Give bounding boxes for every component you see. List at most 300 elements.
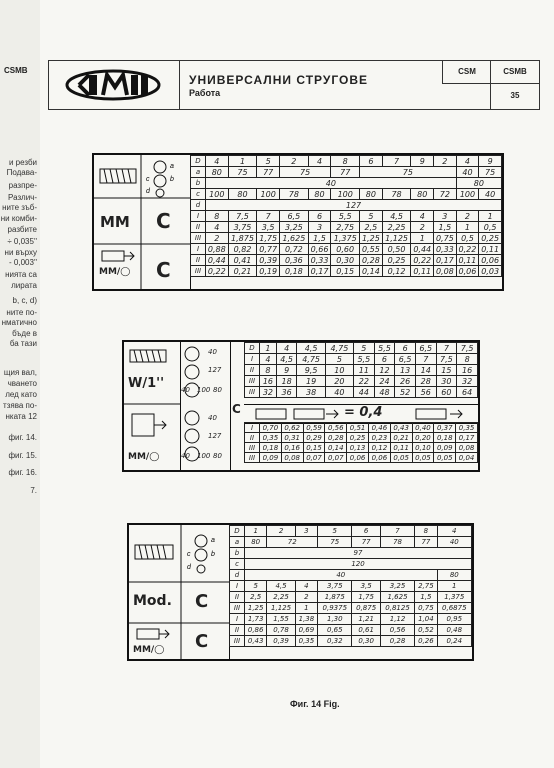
header-code-csmb: CSMB [490,61,539,84]
block2-pictograms [124,342,180,470]
table-cell: 28 [415,376,436,387]
table-cell: 1 [479,211,502,222]
gear-tooth-count: 127 [208,366,222,374]
row-label: I [191,211,206,222]
table-cell: 7,5 [228,211,257,222]
svg-text:c: c [187,551,191,558]
table-cell: 1,125 [267,603,295,614]
table-cell: 0,17 [456,433,478,443]
table-cell: 2 [411,222,434,233]
table-cell: 0,35 [456,423,478,433]
table-cell: 4,5 [297,343,325,354]
table-cell: 1,38 [295,614,317,625]
table-row [191,178,502,189]
row-label: D [245,343,260,354]
table-cell: 0,05 [390,453,412,463]
table-cell: 5,5 [354,354,375,365]
table-cell: 1,125 [382,233,411,244]
table-cell: 100 [331,189,360,200]
table-cell: 0,05 [412,453,434,463]
table-cell: 1,875 [318,592,352,603]
table-cell: 0,15 [331,266,360,277]
left-page-fragment: ÷ 0,035'' [7,237,37,246]
block2-gear-values [180,342,230,470]
table-cell: 48 [374,387,395,398]
left-page-fragment: разбите [7,225,37,234]
svg-text:a: a [211,537,215,544]
table-cell: 0,17 [308,266,331,277]
block2-feed-formula-row [244,404,478,424]
table-cell: 0,60 [331,244,360,255]
table-cell: 0,875 [352,603,380,614]
table-cell: 0,09 [434,443,456,453]
table-cell: 0,04 [456,453,478,463]
table-cell: 0,12 [368,443,390,453]
left-page-fragment: фиг. 14. [8,433,37,442]
table-cell: 0,18 [279,266,308,277]
table-cell: 5 [257,156,280,167]
table-cell: 30 [436,376,457,387]
table-cell: 0,08 [456,443,478,453]
table-cell: 2,5 [245,592,267,603]
table-cell: 0,55 [360,244,383,255]
table-cell: 1,73 [245,614,267,625]
table-cell: 0,78 [267,625,295,636]
row-label: III [245,387,260,398]
table-cell: 0,40 [412,423,434,433]
table-cell: 0,70 [260,423,282,433]
row-label: d [230,570,245,581]
row-label: I [230,614,245,625]
table-cell: 0,29 [303,433,325,443]
thread-table-module [127,523,474,661]
table-cell: 0,13 [347,443,369,453]
table-cell: 9 [479,156,502,167]
table-cell: 3,5 [257,222,280,233]
left-page-fragment: и резби [8,158,37,167]
table-cell: 0,22 [456,244,479,255]
left-page-fragment: ба тази [9,339,37,348]
table-cell: 1 [437,581,471,592]
table-cell: 0,28 [380,636,414,647]
table-cell: 0,19 [257,266,280,277]
table-cell: 3,5 [352,581,380,592]
row-label: II [230,592,245,603]
table-cell: 5 [325,354,353,365]
left-page-fragment: Подава- [6,168,37,177]
table-row [191,233,502,244]
table-cell: 0,06 [456,266,479,277]
table-cell: 5 [354,343,375,354]
row-label: III [191,233,206,244]
table-cell: 75 [279,167,330,178]
row-label: II [245,365,260,376]
table-cell: 2,75 [331,222,360,233]
gear-train-icon [146,161,174,197]
feed-icon [102,251,134,261]
table-cell: 24 [374,376,395,387]
table-cell: 75 [360,167,457,178]
block3-values-table [229,525,472,647]
table-cell: 6,5 [395,354,416,365]
table-cell: 4 [276,343,297,354]
table-cell: 12 [374,365,395,376]
left-page-fragment: 7. [30,486,37,495]
feed-shaft-icon-right [414,405,474,423]
table-cell: 7 [257,211,280,222]
table-cell: 4 [437,526,471,537]
table-row [230,570,472,581]
table-cell: 0,51 [347,423,369,433]
table-cell: 0,07 [303,453,325,463]
page-number: 35 [490,83,539,109]
table-cell: 40 [479,189,502,200]
table-cell: 0,03 [479,266,502,277]
table-cell: 4 [206,222,229,233]
table-cell: 77 [415,537,437,548]
table-cell: 4 [295,581,317,592]
table-cell: 75 [318,537,352,548]
table-cell: 80 [360,189,383,200]
table-cell: 0,10 [412,443,434,453]
table-row [191,222,502,233]
table-cell: 0,11 [479,244,502,255]
table-cell: 8 [457,354,478,365]
table-cell: 0,61 [352,625,380,636]
left-page-fragment: ни върху [4,248,37,257]
table-cell: 56 [415,387,436,398]
table-cell: 4 [206,156,229,167]
table-cell: 2 [279,156,308,167]
svg-text:b: b [170,176,174,183]
table-cell: 0,35 [295,636,317,647]
table-cell: 0,21 [390,433,412,443]
table-cell: 6,5 [415,343,436,354]
table-cell: 20 [325,376,353,387]
block3-icons [129,525,230,659]
table-cell: 100 [206,189,229,200]
table-cell: 13 [395,365,416,376]
unit-mm-per-rev: MM/◯ [99,267,131,277]
table-cell: 5 [245,581,267,592]
left-page-fragment: разпре- [8,181,37,190]
table-cell: 0,69 [295,625,317,636]
table-cell: 0,23 [368,433,390,443]
table-cell: 38 [297,387,325,398]
table-cell: 0,25 [479,233,502,244]
gear-tooth-count: 100 [197,386,211,394]
table-cell: 5 [360,211,383,222]
page-header [48,60,540,110]
table-cell: 0,11 [390,443,412,453]
table-cell: 19 [297,376,325,387]
table-cell: 0,39 [257,255,280,266]
row-label: b [191,178,206,189]
table-cell: 80 [228,189,257,200]
row-label: c [191,189,206,200]
table-cell: 0,66 [308,244,331,255]
table-cell: 2,5 [360,222,383,233]
table-cell: 0,41 [228,255,257,266]
row-label: c [230,559,245,570]
table-cell: 0,36 [279,255,308,266]
table-row [245,433,478,443]
table-cell: 0,08 [434,266,457,277]
table-cell: 0,39 [267,636,295,647]
table-cell: 32 [457,376,478,387]
table-cell: 0,20 [412,433,434,443]
table-cell: 18 [276,376,297,387]
table-cell: 0,31 [281,433,303,443]
gear-tooth-count: 80 [213,452,222,460]
table-cell: 72 [267,537,318,548]
table-cell: 77 [257,167,280,178]
block3-pictograms [129,525,229,659]
table-cell: 6 [352,526,380,537]
table-cell: 6 [395,343,416,354]
row-label: a [191,167,206,178]
table-row [191,189,502,200]
table-cell: 1,5 [415,592,437,603]
table-cell: 0,26 [415,636,437,647]
table-row [245,365,478,376]
unit-mm-per-rev: MM/◯ [133,645,165,655]
table-cell: 2 [206,233,229,244]
table-cell: 1,5 [434,222,457,233]
table-cell: 15 [436,365,457,376]
left-page-fragment: ните зъб- [2,203,37,212]
svg-text:d: d [146,188,150,195]
table-row [245,376,478,387]
table-cell: 1 [260,343,277,354]
table-row [230,537,472,548]
table-cell: 8 [206,211,229,222]
table-cell: 3,25 [380,581,414,592]
gear-tooth-count: 100 [197,452,211,460]
table-row [230,592,472,603]
screw-icon [100,169,136,183]
table-cell: 80 [411,189,434,200]
table-row [245,387,478,398]
table-cell: 7 [380,526,414,537]
table-cell: 0,32 [318,636,352,647]
table-row [191,200,502,211]
table-cell: 1 [245,526,267,537]
page-subtitle: Работа [189,88,221,98]
table-cell: 0,30 [331,255,360,266]
table-cell: 52 [395,387,416,398]
table-cell: 0,33 [434,244,457,255]
row-label: III [245,443,260,453]
table-cell: 120 [245,559,472,570]
table-cell: 3 [308,222,331,233]
feed-icon [137,629,169,639]
table-row [230,603,472,614]
table-cell: 0,50 [382,244,411,255]
table-row [230,636,472,647]
table-cell: 3 [295,526,317,537]
table-cell: 0,62 [281,423,303,433]
svg-text:d: d [187,564,191,571]
table-row [191,255,502,266]
row-label: II [230,625,245,636]
row-label: II [191,222,206,233]
gear-tooth-count: 127 [208,432,222,440]
table-row [245,423,478,433]
block2-icons [124,342,181,470]
table-cell: 0,95 [437,614,471,625]
table-row [230,559,472,570]
gear-tooth-count: 40 [181,386,190,394]
table-cell: 0,8125 [380,603,414,614]
block2-top-table [244,342,478,398]
table-cell: 75 [479,167,502,178]
table-cell: 1,04 [415,614,437,625]
left-page-fragment: тзява по- [3,401,37,410]
screw-icon [130,350,166,362]
left-page-fragment: щия вал, [3,368,37,377]
table-cell: 16 [457,365,478,376]
table-cell: 14 [415,365,436,376]
row-label: I [245,354,260,365]
table-cell: 0,17 [434,255,457,266]
table-cell: 1,875 [228,233,257,244]
table-cell: 3,25 [279,222,308,233]
table-cell: 6 [374,354,395,365]
table-cell: 0,24 [437,636,471,647]
left-page-fragment: нията са [5,270,37,279]
table-cell: 10 [325,365,353,376]
table-cell: 0,14 [325,443,347,453]
table-cell: 0,30 [352,636,380,647]
table-cell: 1,5 [308,233,331,244]
gear-train-icon [187,535,215,573]
table-cell: 0,06 [368,453,390,463]
table-cell: 60 [436,387,457,398]
row-label: I [191,244,206,255]
table-row [191,167,502,178]
gear-tooth-count: 40 [208,414,217,422]
table-cell: 1 [228,156,257,167]
table-cell: 36 [276,387,297,398]
table-cell: 0,33 [308,255,331,266]
table-cell: 0,43 [245,636,267,647]
left-page-fragment: чването [7,379,37,388]
unit-module: Mod. [133,593,172,609]
table-cell: 4 [456,156,479,167]
table-cell: 0,25 [382,255,411,266]
table-cell: 0,28 [360,255,383,266]
table-cell: 0,37 [434,423,456,433]
table-row [230,548,472,559]
table-cell: 4,75 [297,354,325,365]
table-cell: 1,25 [245,603,267,614]
unit-inch: W/1'' [128,376,165,391]
table-cell: 0,06 [347,453,369,463]
table-cell: 1,625 [380,592,414,603]
row-label: b [230,548,245,559]
table-cell: 44 [354,387,375,398]
csmb-logo-icon [49,61,179,109]
table-cell: 78 [382,189,411,200]
table-cell: 7 [415,354,436,365]
table-cell: 3 [434,211,457,222]
table-cell: 0,52 [415,625,437,636]
table-cell: 0,16 [281,443,303,453]
table-cell: 0,77 [257,244,280,255]
table-cell: 32 [260,387,277,398]
feed-icon [132,414,166,436]
row-label: III [245,453,260,463]
table-cell: 1 [456,222,479,233]
svg-text:c: c [146,176,150,183]
table-cell: 2 [456,211,479,222]
table-cell: 0,07 [325,453,347,463]
table-cell: 97 [245,548,472,559]
table-cell: 0,59 [303,423,325,433]
table-cell: 0,5 [479,222,502,233]
block3-c-label: C [195,591,209,612]
table-cell: 64 [457,387,478,398]
table-cell: 0,5 [456,233,479,244]
table-cell: 0,22 [411,255,434,266]
table-cell: 0,82 [228,244,257,255]
table-cell: 9,5 [297,365,325,376]
table-cell: 40 [456,167,479,178]
table-cell: 4,75 [325,343,353,354]
table-cell: 0,65 [318,625,352,636]
table-cell: 0,9375 [318,603,352,614]
block1-c-label-2: C [156,258,171,282]
table-cell: 1 [295,603,317,614]
table-row [191,156,502,167]
table-row [245,453,478,463]
table-cell: 80 [308,189,331,200]
table-cell: 40 [245,570,438,581]
table-cell: 1,21 [352,614,380,625]
table-cell: 78 [380,537,414,548]
left-page-margin [0,0,41,768]
table-cell: 0,05 [434,453,456,463]
table-row [191,211,502,222]
table-cell: 1,375 [437,592,471,603]
table-cell: 0,43 [390,423,412,433]
table-cell: 1,25 [360,233,383,244]
table-cell: 0,14 [360,266,383,277]
table-cell: 0,15 [303,443,325,453]
table-cell: 0,75 [434,233,457,244]
table-cell: 2,25 [382,222,411,233]
feed-formula: = 0,4 [344,405,383,420]
table-cell: 100 [456,189,479,200]
table-cell: 0,21 [228,266,257,277]
block1-values-table [190,155,502,277]
table-cell: 11 [354,365,375,376]
table-cell: 40 [206,178,457,189]
table-cell: 0,6875 [437,603,471,614]
table-row [230,581,472,592]
table-cell: 100 [257,189,280,200]
table-cell: 80 [437,570,471,581]
table-cell: 1,625 [279,233,308,244]
table-cell: 1,75 [257,233,280,244]
table-cell: 6 [360,156,383,167]
table-row [230,526,472,537]
table-cell: 40 [437,537,471,548]
left-page-fragment: лед като [5,390,37,399]
table-row [191,266,502,277]
table-cell: 80 [245,537,267,548]
